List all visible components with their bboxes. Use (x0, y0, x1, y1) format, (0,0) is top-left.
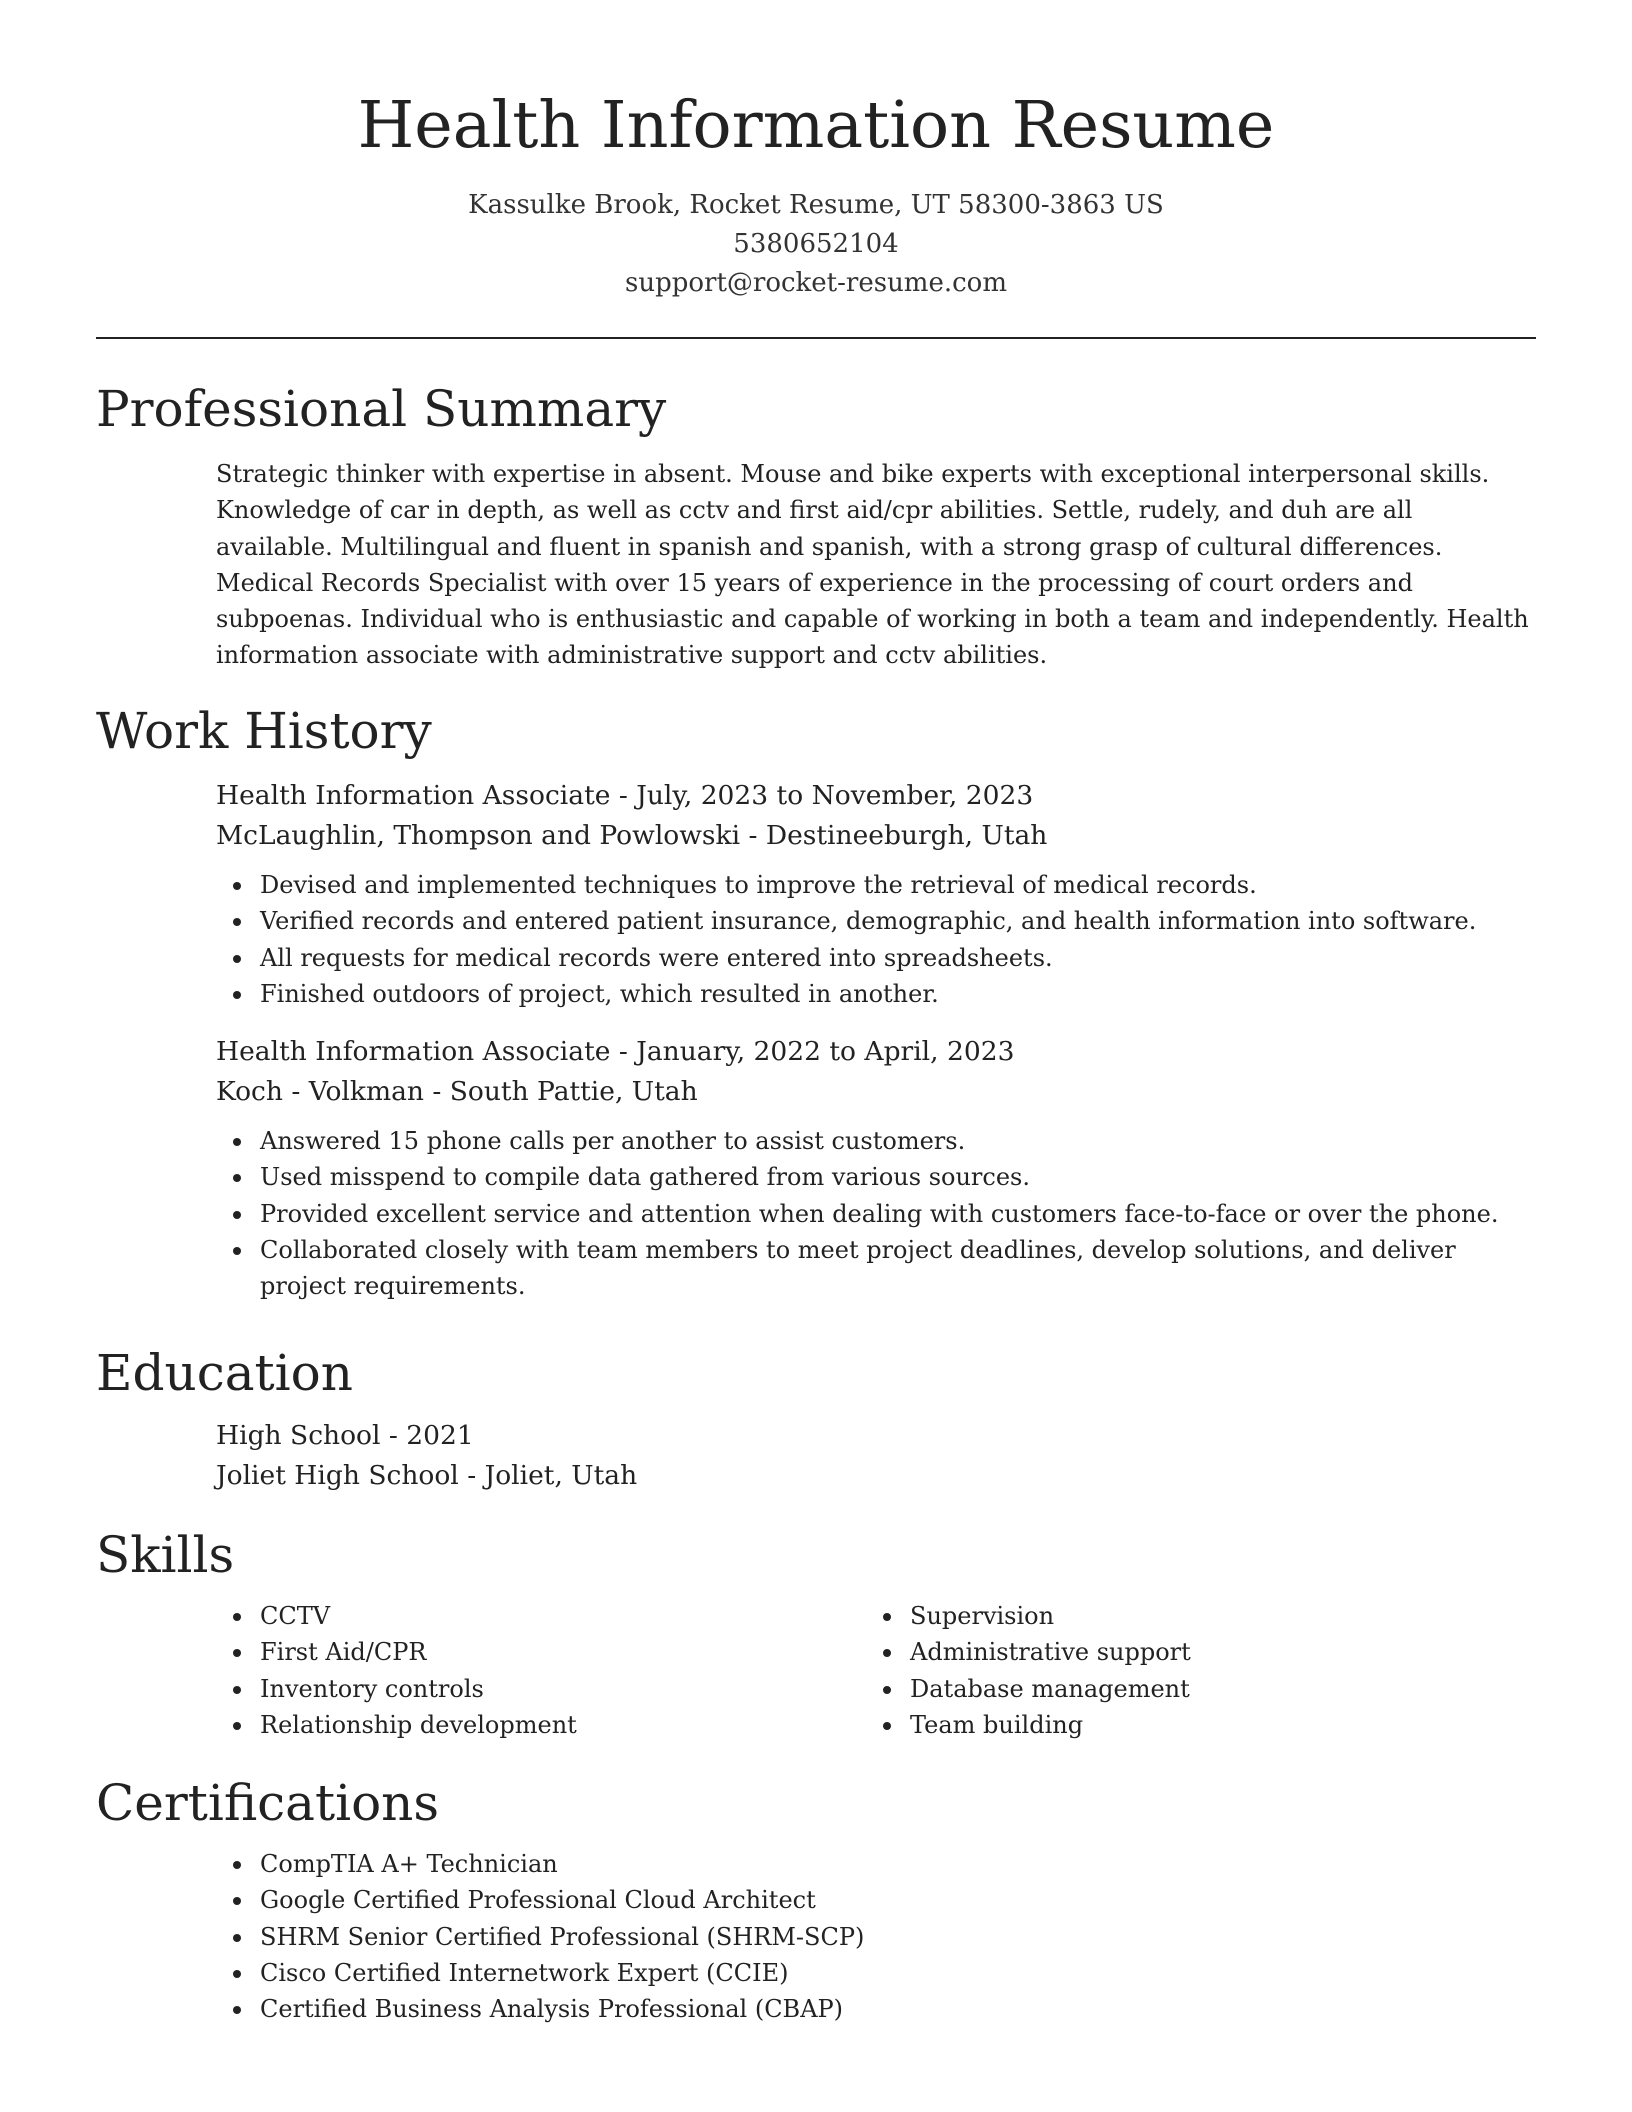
certifications-section (96, 1772, 1536, 2027)
job-position: Health Information Associate (216, 1036, 611, 1068)
certification-item: Cisco Certified Internetwork Expert (CCIE) (260, 1955, 1536, 1991)
job-bullet: Verified records and entered patient insurance, demographic, and health information into software. (260, 903, 1526, 939)
resume-header (96, 0, 1536, 339)
summary-heading: Professional Summary (96, 380, 667, 438)
job-company: Koch - Volkman (216, 1075, 424, 1107)
job-entry (216, 776, 1526, 1012)
job-bullet: Provided excellent service and attention when dealing with customers face-to-face or over the phone. (260, 1196, 1526, 1232)
contact-email: support@rocket-resume.com (624, 268, 1007, 298)
job-bullet: Answered 15 phone calls per another to assist customers. (260, 1123, 1526, 1159)
skill-item: Relationship development (260, 1707, 866, 1743)
skill-item: Team building (910, 1707, 1516, 1743)
job-bullet: Collaborated closely with team members to meet project deadlines, develop solutions, and deliver project requirements. (260, 1232, 1526, 1305)
certification-item: Certified Business Analysis Professional (CBAP) (260, 1991, 1536, 2027)
job-title-line (216, 1032, 1526, 1072)
job-dates: - July, 2023 to November, 2023 (610, 780, 1034, 811)
job-entry (216, 1032, 1526, 1304)
skills-list (216, 1598, 866, 1743)
job-dates: - January, 2022 to April, 2023 (610, 1036, 1015, 1068)
skill-item: Administrative support (910, 1634, 1516, 1670)
header-divider (96, 337, 1536, 339)
education-entry (216, 1416, 1526, 1495)
certification-item: CompTIA A+ Technician (260, 1846, 1536, 1882)
job-company-line (216, 816, 1526, 856)
skills-list (866, 1598, 1516, 1743)
contact-phone: 5380652104 (733, 229, 899, 259)
work-history-heading: Work History (96, 702, 432, 760)
work-history-section (96, 700, 1536, 1305)
skills-heading: Skills (96, 1526, 235, 1584)
education-degree-line (216, 1416, 1526, 1456)
skills-section (96, 1524, 1536, 1743)
skills-grid (216, 1598, 1536, 1743)
job-bullet: Finished outdoors of project, which resulted in another. (260, 976, 1526, 1012)
job-bullet: Devised and implemented techniques to improve the retrieval of medical records. (260, 867, 1526, 903)
certifications-heading: Certifications (96, 1774, 440, 1832)
job-bullet-list (216, 867, 1526, 1012)
job-position: Health Information Associate (216, 780, 611, 811)
summary-section (96, 378, 1536, 674)
certification-item: Google Certified Professional Cloud Architect (260, 1882, 1536, 1918)
job-company-line (216, 1072, 1526, 1112)
education-school: Joliet High School (216, 1459, 459, 1491)
certifications-list (216, 1846, 1536, 2027)
job-bullet: Used misspend to compile data gathered from various sources. (260, 1159, 1526, 1195)
skill-item: CCTV (260, 1598, 866, 1634)
summary-text: Strategic thinker with expertise in absent. Mouse and bike experts with exceptional interpersonal skills. Knowledge of car in depth, as well as cctv and first aid/cpr abilities. Settle, rudely, and duh are all available. Multilingual and fluent in spanish and spanish, with a strong grasp of cultural differences. Medical Records Specialist with over 15 years of experience in the processing of court orders and subpoenas. Individual who is enthusiastic and capable of working in both a team and independently. Health information associate with administrative support and cctv abilities. (216, 460, 1529, 670)
job-bullet: All requests for medical records were entered into spreadsheets. (260, 940, 1526, 976)
education-school-line (216, 1456, 1526, 1496)
skill-item: Supervision (910, 1598, 1516, 1634)
skill-item: Inventory controls (260, 1671, 866, 1707)
job-title-line (216, 776, 1526, 816)
job-bullet-list (216, 1123, 1526, 1304)
job-location: - South Pattie, Utah (423, 1075, 698, 1107)
certification-item: SHRM Senior Certified Professional (SHRM-SCP) (260, 1919, 1536, 1955)
job-location: - Destineeburgh, Utah (740, 819, 1048, 851)
resume-title: Health Information Resume (357, 88, 1275, 163)
skill-item: Database management (910, 1671, 1516, 1707)
resume-page (96, 0, 1536, 2024)
education-degree: High School (216, 1420, 381, 1451)
skill-item: First Aid/CPR (260, 1634, 866, 1670)
contact-info (96, 186, 1536, 303)
education-heading: Education (96, 1344, 353, 1402)
education-location: - Joliet, Utah (458, 1459, 638, 1491)
skills-column-right (866, 1598, 1516, 1743)
education-year: - 2021 (380, 1420, 474, 1451)
education-section (96, 1342, 1536, 1495)
job-company: McLaughlin, Thompson and Powlowski (216, 819, 741, 851)
skills-column-left (216, 1598, 866, 1743)
contact-address: Kassulke Brook, Rocket Resume, UT 58300-3863 US (468, 190, 1164, 220)
